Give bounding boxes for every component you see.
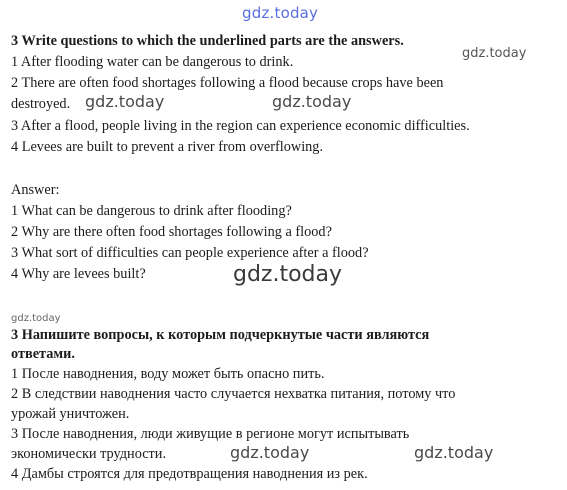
watermark-middle: gdz.today [233, 262, 343, 287]
watermark-bottom-a: gdz.today [230, 443, 310, 462]
task-sentence-1: 1 After flooding water can be dangerous to drink. [11, 54, 294, 70]
watermark-line2-a: gdz.today [85, 92, 165, 111]
answer-item-1: 1 What can be dangerous to drink after flooding? [11, 203, 292, 219]
answer-label: Answer: [11, 182, 60, 198]
translation-line-3-cont: экономически трудности. [11, 446, 167, 462]
translation-line-2: 2 В следствии наводнения часто случается нехватка питания, потому что [11, 386, 456, 402]
task-sentence-3: 3 After a flood, people living in the region can experience economic difficulties. [11, 118, 470, 134]
task-title: 3 Write questions to which the underlined parts are the answers. [11, 33, 404, 49]
answer-item-4: 4 Why are levees built? [11, 266, 146, 282]
translation-line-4: 4 Дамбы строятся для предотвращения наводнения из рек. [11, 466, 368, 482]
task-sentence-4: 4 Levees are built to prevent a river from overflowing. [11, 139, 324, 155]
watermark-bottom-b: gdz.today [414, 443, 494, 462]
translation-title-line1: 3 Напишите вопросы, к которым подчеркнутые части являются [11, 327, 430, 343]
task-sentence-2: 2 There are often food shortages following a flood because crops have been [11, 75, 444, 91]
translation-title-line2: ответами. [11, 346, 75, 362]
answer-item-3: 3 What sort of difficulties can people experience after a flood? [11, 245, 369, 261]
translation-line-1: 1 После наводнения, воду может быть опасно пить. [11, 366, 325, 382]
watermark-top: gdz.today [242, 4, 319, 22]
translation-line-2-cont: урожай уничтожен. [11, 406, 130, 422]
task-sentence-2-cont: destroyed. [11, 96, 71, 112]
translation-line-3: 3 После наводнения, люди живущие в регионе могут испытывать [11, 426, 410, 442]
watermark-small-left: gdz.today [11, 313, 61, 324]
watermark-header-right: gdz.today [462, 46, 527, 61]
watermark-line2-b: gdz.today [272, 92, 352, 111]
answer-item-2: 2 Why are there often food shortages following a flood? [11, 224, 332, 240]
